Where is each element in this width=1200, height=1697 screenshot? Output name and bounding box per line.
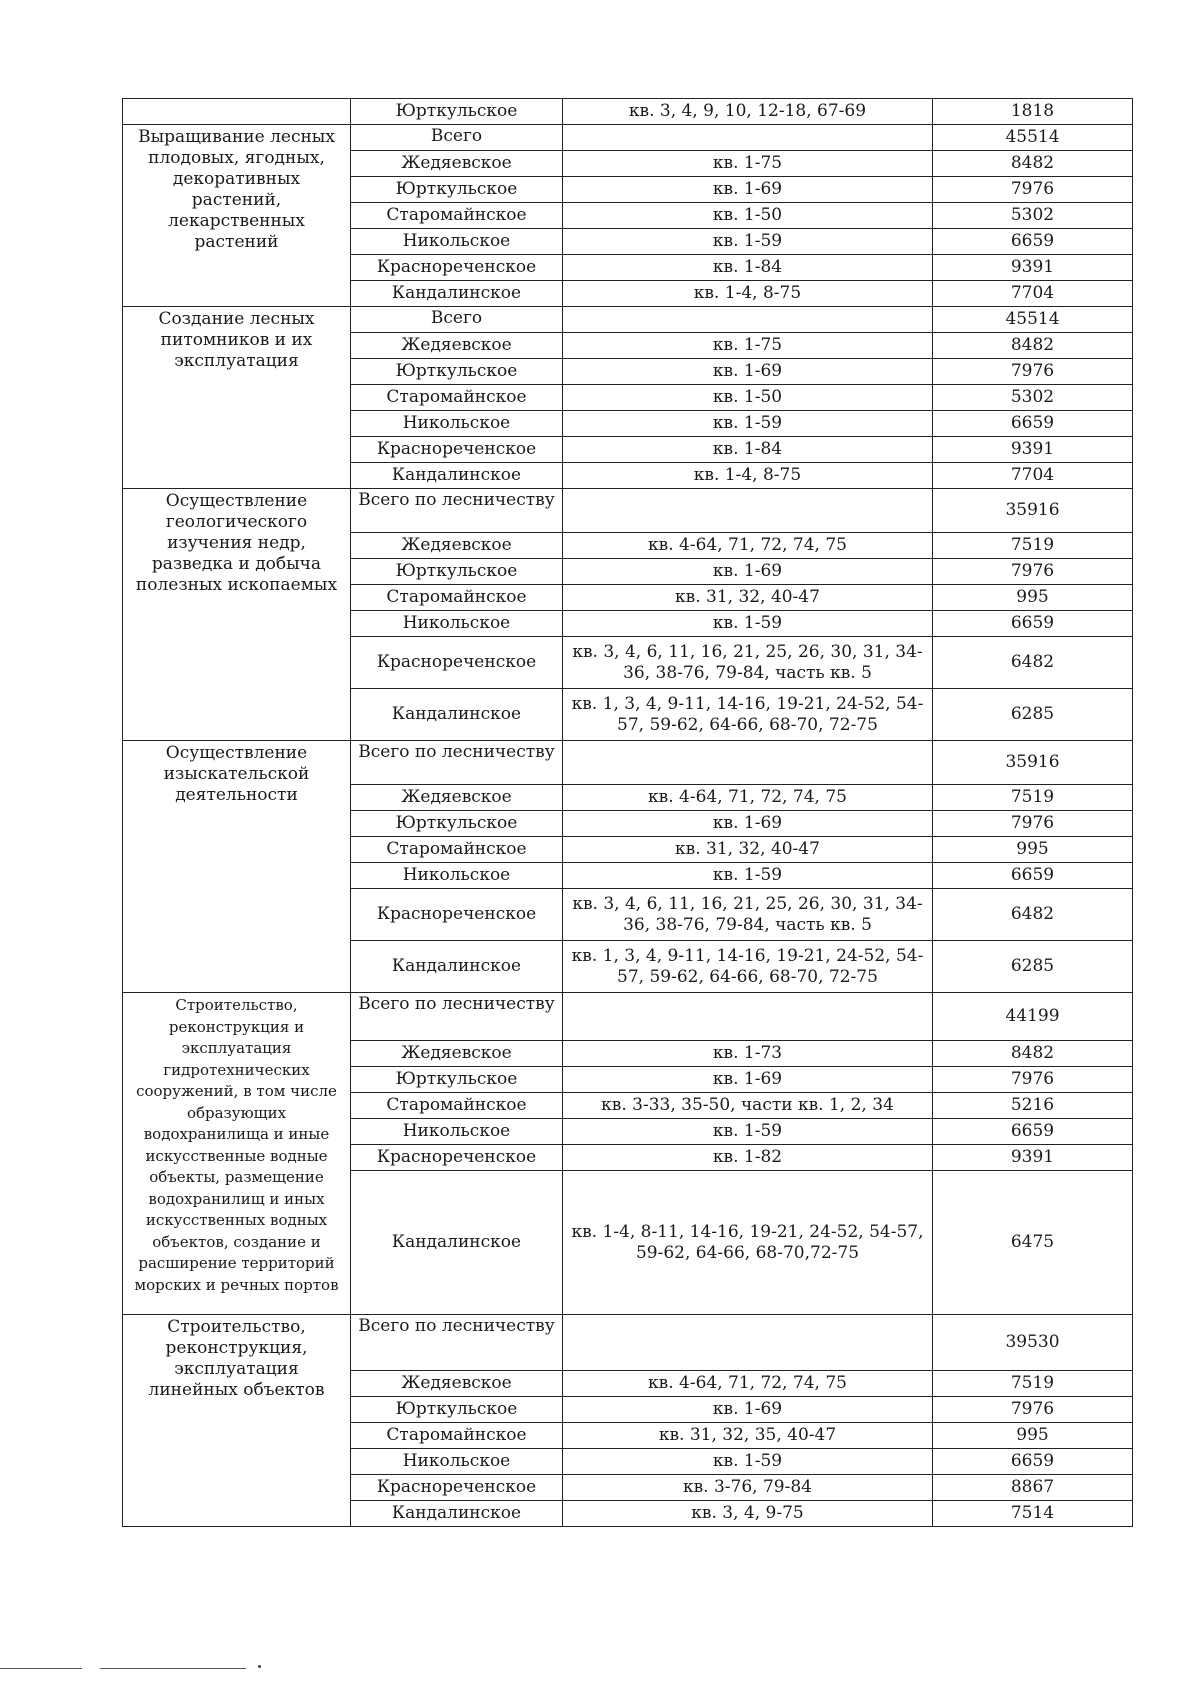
activity-cell: Строительство, реконструкция и эксплуатация гидротехнических сооружений, в том числе образующих водохранилища и иные искусственные водные объекты, размещение водохранилищ и иных искусственных водных объектов, создание и расширение территорий морских и речных портов [123,993,351,1315]
quarters-cell: кв. 1-75 [563,333,933,359]
forestry-cell: Старомайнское [351,385,563,411]
quarters-cell: кв. 4-64, 71, 72, 74, 75 [563,785,933,811]
area-cell: 6659 [933,229,1133,255]
forestry-cell: Юрткульское [351,1067,563,1093]
table-body [123,99,1133,1527]
quarters-cell [563,489,933,533]
area-cell: 35916 [933,489,1133,533]
forestry-cell: Жедяевское [351,1371,563,1397]
quarters-cell: кв. 1-69 [563,359,933,385]
quarters-cell: кв. 1-59 [563,611,933,637]
quarters-cell: кв. 1-69 [563,559,933,585]
area-cell: 6285 [933,941,1133,993]
quarters-cell: кв. 1-50 [563,385,933,411]
quarters-cell: кв. 1-59 [563,1119,933,1145]
forestry-cell: Юрткульское [351,177,563,203]
quarters-cell: кв. 1, 3, 4, 9-11, 14-16, 19-21, 24-52, 54-57, 59-62, 64-66, 68-70, 72-75 [563,689,933,741]
quarters-cell [563,307,933,333]
footer-line [0,1668,82,1669]
area-cell: 7976 [933,1067,1133,1093]
forestry-cell: Старомайнское [351,585,563,611]
forestry-cell: Краснореченское [351,889,563,941]
area-cell: 5302 [933,385,1133,411]
area-cell: 8482 [933,333,1133,359]
area-cell: 9391 [933,255,1133,281]
area-cell: 7976 [933,359,1133,385]
quarters-cell: кв. 1-50 [563,203,933,229]
forest-use-table [122,98,1133,1527]
forestry-cell: Всего по лесничеству [351,489,563,533]
forestry-cell: Всего по лесничеству [351,993,563,1041]
activity-cell: Осуществление изыскательской деятельности [123,741,351,993]
forestry-cell: Никольское [351,1119,563,1145]
forestry-cell: Старомайнское [351,203,563,229]
forestry-cell: Никольское [351,411,563,437]
forestry-cell: Юрткульское [351,1397,563,1423]
quarters-cell: кв. 3, 4, 9-75 [563,1501,933,1527]
quarters-cell [563,741,933,785]
forestry-cell: Юрткульское [351,811,563,837]
forestry-cell: Всего [351,125,563,151]
quarters-cell: кв. 1-69 [563,1067,933,1093]
activity-cell: Осуществление геологического изучения недр, разведка и добыча полезных ископаемых [123,489,351,741]
area-cell: 6285 [933,689,1133,741]
quarters-cell [563,125,933,151]
area-cell: 6475 [933,1171,1133,1315]
quarters-cell: кв. 1-59 [563,411,933,437]
area-cell: 7519 [933,533,1133,559]
area-cell: 6659 [933,1119,1133,1145]
forestry-cell: Жедяевское [351,785,563,811]
table-row [123,125,1133,151]
area-cell: 7519 [933,1371,1133,1397]
forestry-cell: Юрткульское [351,559,563,585]
forestry-cell: Кандалинское [351,281,563,307]
quarters-cell: кв. 1-69 [563,177,933,203]
quarters-cell: кв. 31, 32, 40-47 [563,585,933,611]
forestry-cell: Никольское [351,611,563,637]
area-cell: 45514 [933,307,1133,333]
forestry-cell: Юрткульское [351,99,563,125]
forestry-cell: Кандалинское [351,689,563,741]
forestry-cell: Юрткульское [351,359,563,385]
forestry-cell: Жедяевское [351,533,563,559]
area-cell: 9391 [933,1145,1133,1171]
forestry-cell: Кандалинское [351,463,563,489]
area-cell: 44199 [933,993,1133,1041]
area-cell: 7976 [933,559,1133,585]
area-cell: 6482 [933,889,1133,941]
forestry-cell: Кандалинское [351,941,563,993]
forestry-cell: Кандалинское [351,1501,563,1527]
quarters-cell: кв. 1, 3, 4, 9-11, 14-16, 19-21, 24-52, 54-57, 59-62, 64-66, 68-70, 72-75 [563,941,933,993]
quarters-cell: кв. 3-33, 35-50, части кв. 1, 2, 34 [563,1093,933,1119]
area-cell: 7976 [933,811,1133,837]
area-cell: 995 [933,1423,1133,1449]
area-cell: 7514 [933,1501,1133,1527]
footer-line [100,1668,246,1669]
quarters-cell: кв. 1-4, 8-75 [563,281,933,307]
area-cell: 995 [933,837,1133,863]
forestry-cell: Старомайнское [351,837,563,863]
table-row [123,99,1133,125]
area-cell: 6659 [933,863,1133,889]
area-cell: 8482 [933,151,1133,177]
forestry-cell: Краснореченское [351,437,563,463]
quarters-cell: кв. 1-69 [563,1397,933,1423]
forestry-cell: Никольское [351,1449,563,1475]
forestry-cell: Старомайнское [351,1423,563,1449]
quarters-cell: кв. 3, 4, 6, 11, 16, 21, 25, 26, 30, 31, 34-36, 38-76, 79-84, часть кв. 5 [563,889,933,941]
activity-cell [123,99,351,125]
quarters-cell: кв. 1-84 [563,437,933,463]
area-cell: 8482 [933,1041,1133,1067]
area-cell: 7976 [933,1397,1133,1423]
table-row [123,307,1133,333]
quarters-cell: кв. 31, 32, 35, 40-47 [563,1423,933,1449]
forestry-cell: Жедяевское [351,151,563,177]
area-cell: 5216 [933,1093,1133,1119]
forestry-cell: Всего по лесничеству [351,1315,563,1371]
area-cell: 45514 [933,125,1133,151]
area-cell: 35916 [933,741,1133,785]
area-cell: 995 [933,585,1133,611]
table-row [123,1315,1133,1371]
quarters-cell: кв. 1-73 [563,1041,933,1067]
quarters-cell: кв. 1-82 [563,1145,933,1171]
forestry-cell: Краснореченское [351,637,563,689]
forestry-cell: Всего по лесничеству [351,741,563,785]
forestry-cell: Краснореченское [351,255,563,281]
area-cell: 8867 [933,1475,1133,1501]
forestry-cell: Никольское [351,229,563,255]
area-cell: 9391 [933,437,1133,463]
forestry-cell: Никольское [351,863,563,889]
table-row [123,741,1133,785]
area-cell: 7519 [933,785,1133,811]
quarters-cell: кв. 3-76, 79-84 [563,1475,933,1501]
quarters-cell: кв. 1-84 [563,255,933,281]
area-cell: 6482 [933,637,1133,689]
activity-cell: Создание лесных питомников и их эксплуатация [123,307,351,489]
forestry-cell: Старомайнское [351,1093,563,1119]
quarters-cell: кв. 31, 32, 40-47 [563,837,933,863]
area-cell: 39530 [933,1315,1133,1371]
quarters-cell: кв. 1-75 [563,151,933,177]
quarters-cell: кв. 1-59 [563,229,933,255]
activity-cell: Строительство, реконструкция, эксплуатация линейных объектов [123,1315,351,1527]
forestry-cell: Жедяевское [351,1041,563,1067]
area-cell: 5302 [933,203,1133,229]
area-cell: 7704 [933,463,1133,489]
quarters-cell: кв. 3, 4, 9, 10, 12-18, 67-69 [563,99,933,125]
forestry-cell: Краснореченское [351,1145,563,1171]
quarters-cell [563,993,933,1041]
area-cell: 6659 [933,611,1133,637]
area-cell: 7976 [933,177,1133,203]
quarters-cell: кв. 4-64, 71, 72, 74, 75 [563,1371,933,1397]
quarters-cell: кв. 1-4, 8-11, 14-16, 19-21, 24-52, 54-57, 59-62, 64-66, 68-70,72-75 [563,1171,933,1315]
area-cell: 6659 [933,1449,1133,1475]
table-row [123,993,1133,1041]
area-cell: 6659 [933,411,1133,437]
forestry-cell: Краснореченское [351,1475,563,1501]
area-cell: 1818 [933,99,1133,125]
forestry-cell: Жедяевское [351,333,563,359]
quarters-cell: кв. 1-59 [563,1449,933,1475]
activity-cell: Выращивание лесных плодовых, ягодных, декоративных растений, лекарственных растений [123,125,351,307]
quarters-cell: кв. 4-64, 71, 72, 74, 75 [563,533,933,559]
quarters-cell: кв. 1-69 [563,811,933,837]
table-row [123,489,1133,533]
forestry-cell: Кандалинское [351,1171,563,1315]
area-cell: 7704 [933,281,1133,307]
quarters-cell: кв. 1-59 [563,863,933,889]
quarters-cell: кв. 3, 4, 6, 11, 16, 21, 25, 26, 30, 31, 34-36, 38-76, 79-84, часть кв. 5 [563,637,933,689]
quarters-cell [563,1315,933,1371]
quarters-cell: кв. 1-4, 8-75 [563,463,933,489]
footer-dot [258,1665,261,1668]
forestry-cell: Всего [351,307,563,333]
